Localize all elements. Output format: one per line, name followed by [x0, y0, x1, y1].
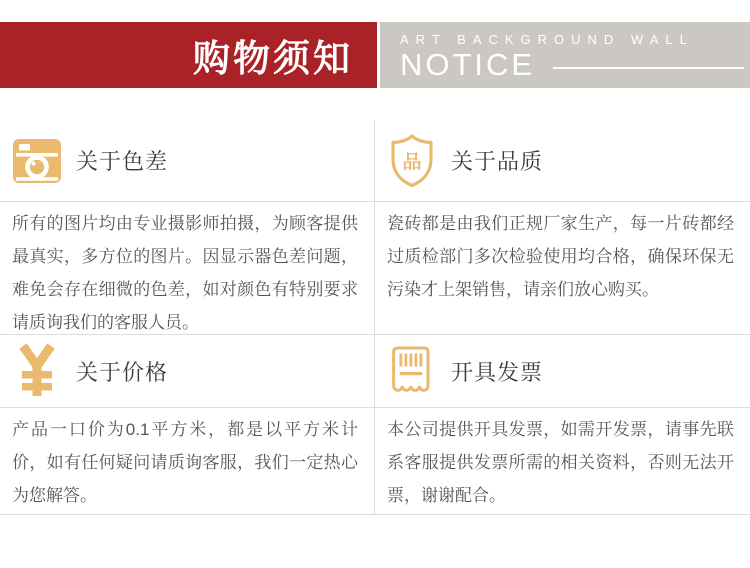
header-notice-row: [400, 49, 750, 80]
section-price-title: [0, 335, 375, 408]
section-invoice-body: 本公司提供开具发票，如需开发票，请事先联系客服提供发票所需的相关资料，否则无法开票，谢谢配合。: [375, 408, 750, 515]
section-quality-body: 瓷砖都是由我们正规厂家生产，每一片砖都经过质检部门多次检验使用均合格，确保环保无污染才上架销售，请亲们放心购买。: [375, 202, 750, 335]
header-subtitle-en: ART BACKGROUND WALL: [400, 32, 694, 47]
section-invoice-title: [375, 335, 750, 408]
header-subtitle-banner: [380, 22, 750, 88]
invoice-receipt-icon: [387, 345, 437, 397]
camera-icon: [12, 138, 62, 184]
header-notice-en: NOTICE: [400, 47, 536, 82]
section-title: 关于价格: [76, 359, 169, 385]
section-price-body: 产品一口价为0.1平方米，都是以平方米计价，如有任何疑问请质询客服，我们一定热心为您解答。: [0, 408, 375, 515]
page-title: 购物须知: [193, 38, 353, 79]
quality-shield-icon: [387, 134, 437, 188]
shield-character: 品: [402, 151, 422, 173]
header-title-banner: [0, 22, 377, 88]
notice-underline: [553, 67, 744, 69]
section-color-difference-title: [0, 120, 375, 202]
section-color-difference-body: 所有的图片均由专业摄影师拍摄，为顾客提供最真实，多方位的图片。因显示器色差问题，难免会存在细微的色差，如对颜色有特别要求请质询我们的客服人员。: [0, 202, 375, 335]
section-title: 关于色差: [76, 149, 169, 174]
yuan-currency-icon: [12, 344, 62, 398]
notice-grid: [0, 120, 750, 515]
header-banner: [0, 22, 750, 88]
section-title: 关于品质: [451, 149, 544, 174]
section-quality-title: [375, 120, 750, 202]
section-title: 开具发票: [451, 359, 544, 385]
